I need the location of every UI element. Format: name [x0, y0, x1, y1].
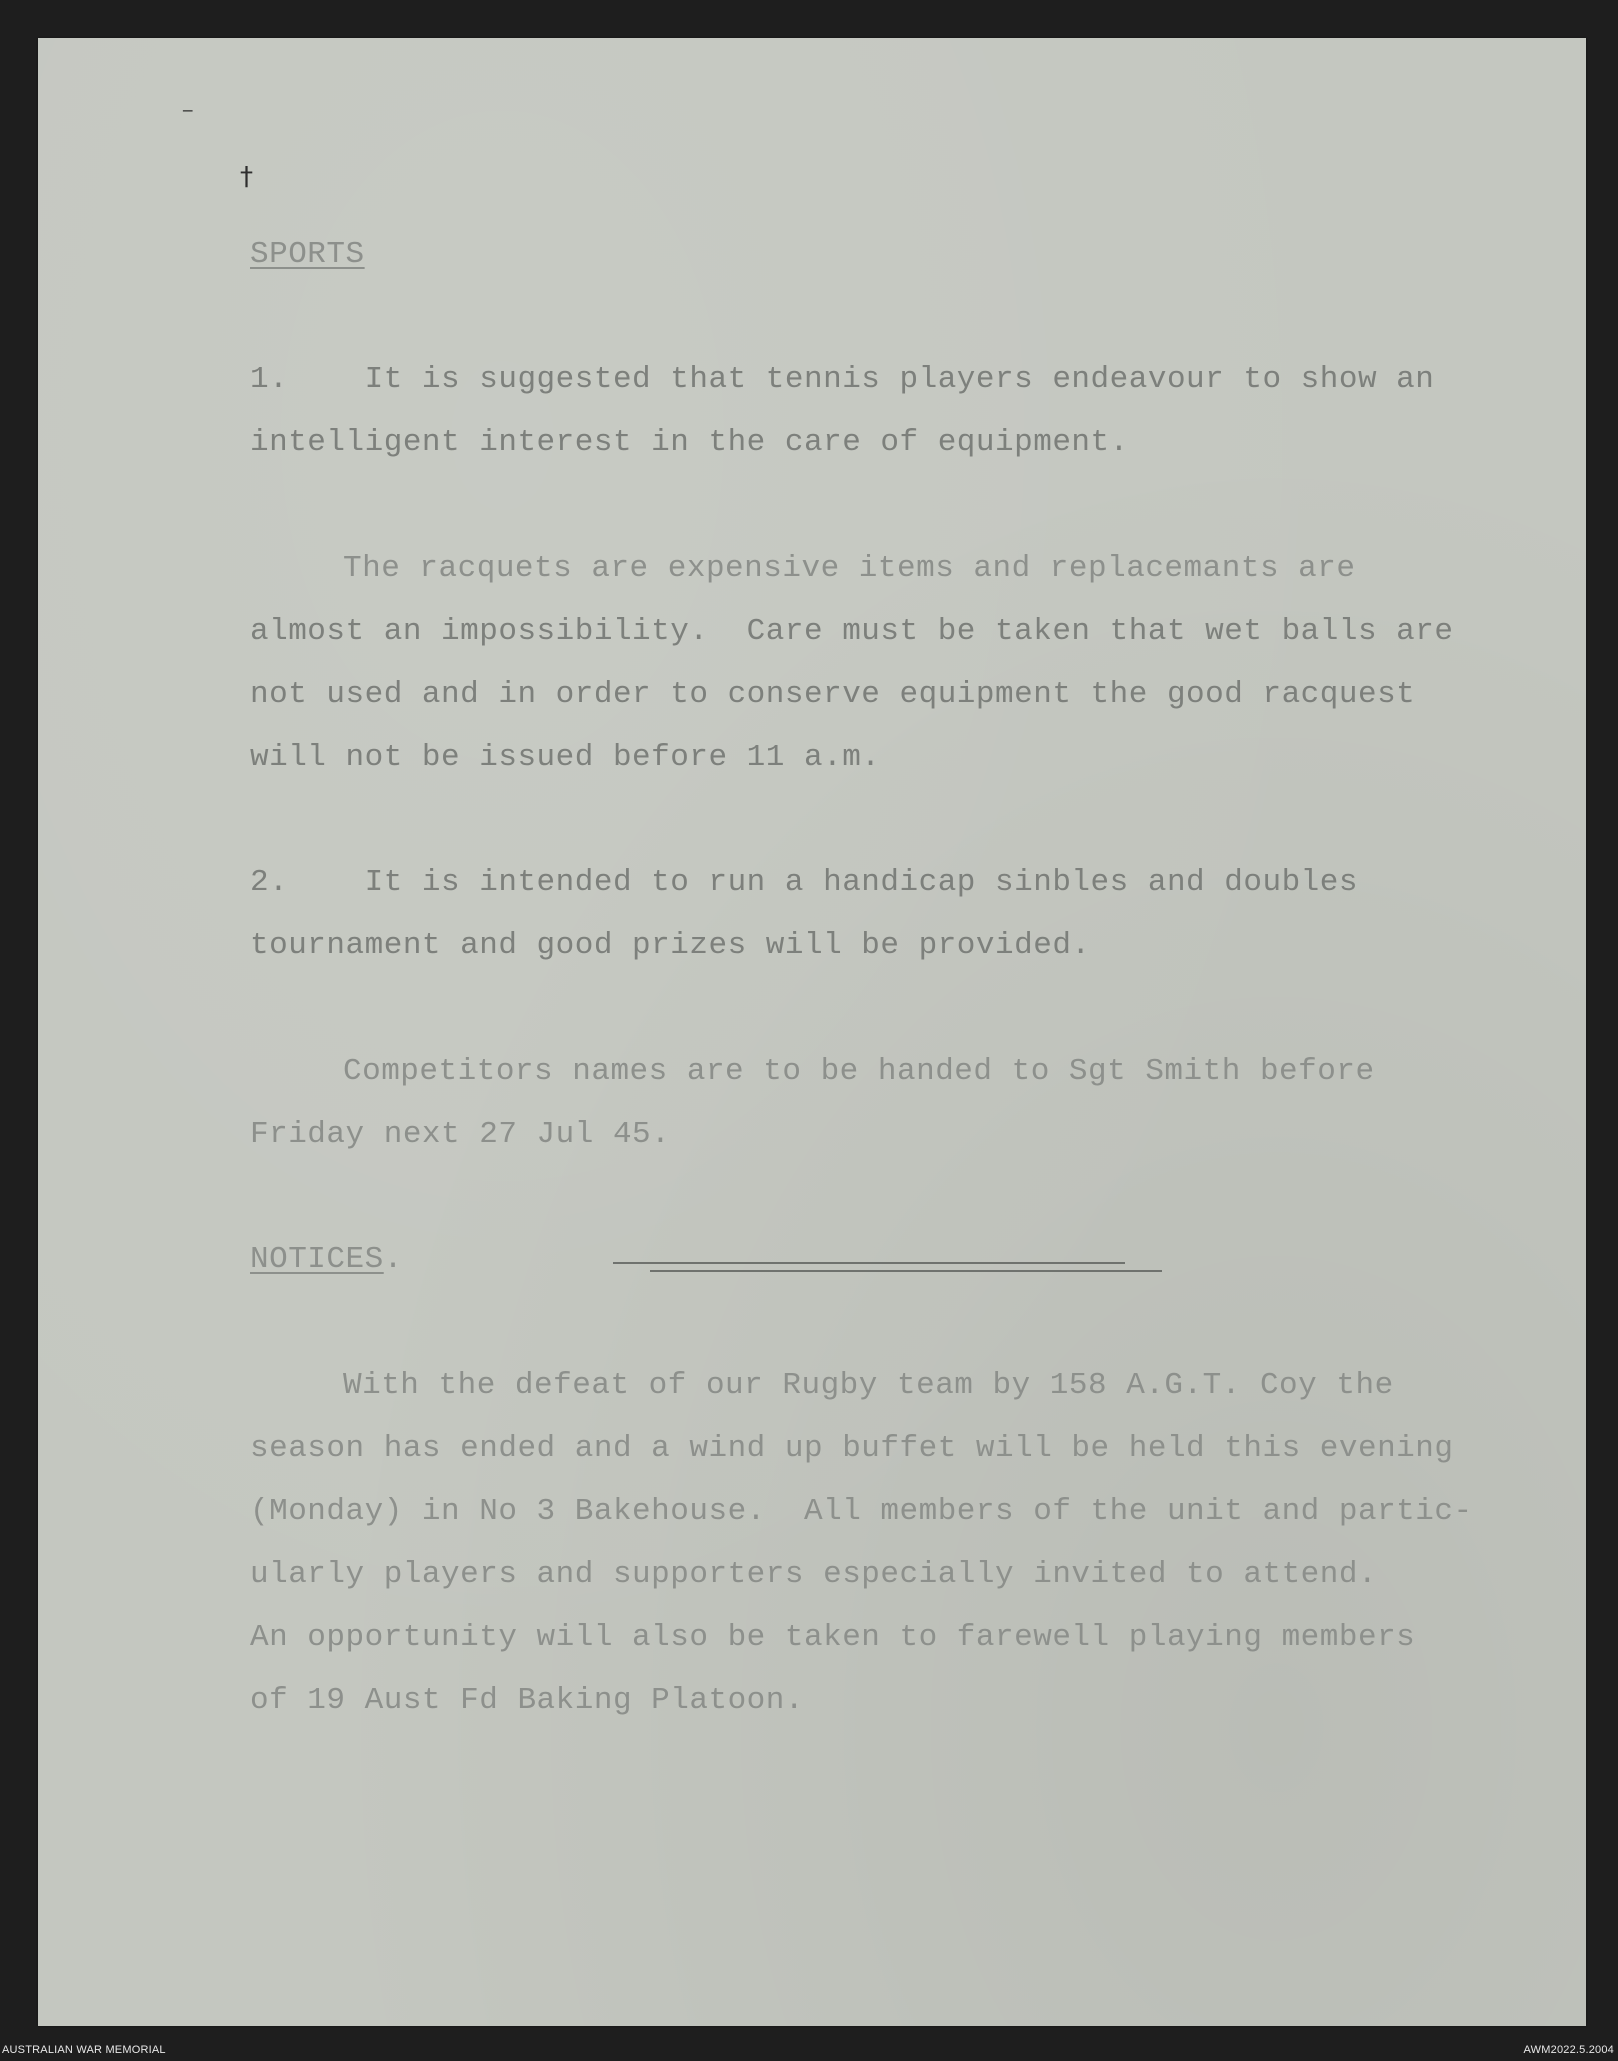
paragraph-5-line-2: season has ended and a wind up buffet will be held this evening	[250, 1430, 1454, 1466]
paragraph-2-line-4: will not be issued before 11 a.m.	[250, 739, 881, 775]
notices-heading-period: .	[383, 1242, 403, 1277]
sports-heading: SPORTS	[250, 236, 365, 272]
paragraph-5-line-5: An opportunity will also be taken to farewell playing members	[250, 1619, 1416, 1655]
footer-institution: AUSTRALIAN WAR MEMORIAL	[2, 2044, 166, 2056]
paragraph-5-line-6: of 19 Aust Fd Baking Platoon.	[250, 1682, 804, 1718]
footer-bar	[0, 2040, 1618, 2061]
closing-rule-top	[613, 1262, 1125, 1264]
paragraph-5-line-3: (Monday) in No 3 Bakehouse. All members of the unit and partic-	[250, 1493, 1473, 1529]
paragraph-2-line-2: almost an impossibility. Care must be taken that wet balls are	[250, 613, 1454, 649]
document-body	[250, 207, 1530, 1748]
paragraph-2-line-3: not used and in order to conserve equipment the good racquest	[250, 676, 1416, 712]
paragraph-5-line-1: With the defeat of our Rugby team by 158 A.G.T. Coy the	[343, 1367, 1394, 1403]
paragraph-3-line-1: 2. It is intended to run a handicap sinbles and doubles	[250, 865, 1358, 900]
punch-hole-mark-bottom: †	[240, 162, 253, 192]
paragraph-1-line-2: intelligent interest in the care of equipment.	[250, 425, 1129, 460]
paragraph-3-line-2: tournament and good prizes will be provided.	[250, 928, 1091, 963]
paragraph-1-line-1: 1. It is suggested that tennis players endeavour to show an	[250, 362, 1435, 397]
paragraph-2-line-1: The racquets are expensive items and replacemants are	[343, 550, 1356, 586]
paragraph-5-line-4: ularly players and supporters especially invited to attend.	[250, 1556, 1378, 1592]
paragraph-4-line-2: Friday next 27 Jul 45.	[250, 1116, 671, 1152]
notices-heading: NOTICES	[250, 1242, 384, 1277]
closing-rule-bottom	[650, 1270, 1162, 1272]
footer-accession-number: AWM2022.5.2004	[1523, 2044, 1614, 2056]
paragraph-4-line-1: Competitors names are to be handed to Sgt Smith before	[343, 1053, 1375, 1089]
punch-hole-mark-top: ‒	[182, 100, 194, 121]
